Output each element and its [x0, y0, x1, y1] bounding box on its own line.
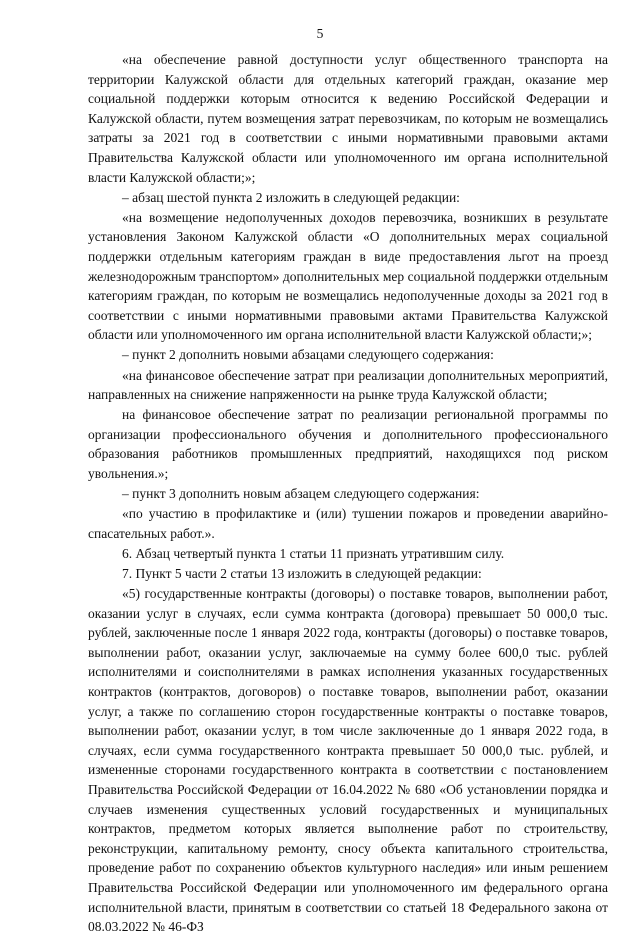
paragraph-training-program: на финансовое обеспечение затрат по реализации региональной программы по организации профессионального обучения и дополнительного профессионального образования работников промышленных предприятий, находящихся под риском увольнения.»; [88, 407, 608, 481]
page-number: 5 [316, 26, 324, 41]
paragraph-labor-market: «на финансовое обеспечение затрат при реализации дополнительных мероприятий, направленных на снижение напряженности на рынке труда Калужской области; [88, 367, 608, 403]
paragraph-transport-access: «на обеспечение равной доступности услуг общественного транспорта на территории Калужской области для отдельных категорий граждан, оказание мер социальной поддержки которым относится к ведению Российской Федерации и Калужской области, путем возмещения затрат перевозчикам, по которым не возмещались затраты за 2021 год в соответствии с иными нормативными правовыми актами Правительства Калужской области или уполномоченного им органа исполнительной власти Калужской области;»; [88, 52, 608, 185]
document-body [88, 50, 608, 937]
paragraph-article-11-repeal: 6. Абзац четвертый пункта 1 статьи 11 признать утратившим силу. [122, 545, 505, 561]
paragraph-add-item-2-paras: – пункт 2 дополнить новыми абзацами следующего содержания: [122, 347, 494, 363]
paragraph-article-13-amend: 7. Пункт 5 части 2 статьи 13 изложить в следующей редакции: [122, 565, 482, 581]
paragraph-amend-item-2-para-6: – абзац шестой пункта 2 изложить в следующей редакции: [122, 189, 460, 205]
paragraph-carrier-compensation: «на возмещение недополученных доходов перевозчика, возникших в результате установления Законом Калужской области «О дополнительных мерах социальной поддержки отдельным категориям граждан в виде предоставления льгот на проезд железнодорожным транспортом» дополнительных мер социальной поддержки отдельным категориям граждан, по которым не возмещались недополученные доходы за 2021 год в соответствии с иными нормативными правовыми актами Правительства Калужской области или уполномоченного им органа исполнительной власти Калужской области;»; [88, 209, 608, 343]
paragraph-add-item-3-para: – пункт 3 дополнить новым абзацем следующего содержания: [122, 486, 480, 502]
paragraph-fire-rescue: «по участию в профилактике и (или) тушении пожаров и проведении аварийно-спасательных работ.». [88, 506, 608, 541]
paragraph-state-contracts: «5) государственные контракты (договоры) о поставке товаров, выполнении работ, оказании услуг в случаях, если сумма контракта (договора) превышает 50 000,0 тыс. рублей, заключенные после 1 января 2022 года, контракты (договоры) о поставке товаров, выполнении работ, оказании услуг, заключаемые на сумму более 600,0 тыс. рублей исполнителями и соисполнителями в рамках исполнения указанных государственных контрактов (контрактов, договоров) о поставке товаров, выполнении работ, оказании услуг, а также по соглашению сторон государственные контракты о поставке товаров, выполнении работ, оказании услуг, в том числе заключенные до 1 января 2022 года, в случаях, если сумма государственного контракта превышает 50 000,0 тыс. рублей, и измененные сторонами государственного контракта в соответствии с постановлением Правительства Российской Федерации от 16.04.2022 № 680 «Об установлении порядка и случаев изменения существенных условий государственных и муниципальных контрактов, предметом которых является выполнение работ по строительству, реконструкции, капитальному ремонту, сносу объекта капитального строительства, проведение работ по сохранению объектов культурного наследия» или иным решением Правительства Российской Федерации или уполномоченного им федерального органа исполнительной власти, принятым в соответствии со статьей 18 Федерального закона от 08.03.2022 № 46-ФЗ [88, 586, 608, 935]
